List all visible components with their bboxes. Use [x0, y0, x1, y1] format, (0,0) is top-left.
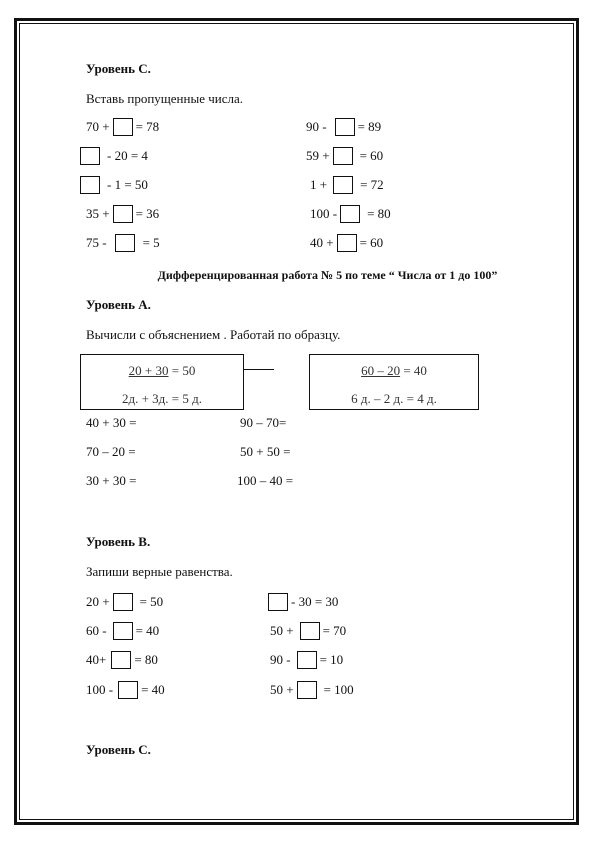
answer-box[interactable] — [300, 622, 320, 640]
answer-box[interactable] — [118, 681, 138, 699]
level-b-right-row: - 30 = 30 — [268, 593, 338, 611]
level-b-left-row: 100 - = 40 — [86, 682, 165, 697]
level-c-right-row: 59 + = 60 — [306, 148, 384, 163]
answer-box[interactable] — [335, 118, 355, 136]
level-a-task: 50 + 50 = — [240, 444, 291, 459]
level-a-task: 100 – 40 = — [237, 473, 294, 488]
level-c-right-row: 90 - = 89 — [306, 119, 382, 134]
level-c-right-row: 100 - = 80 — [310, 206, 391, 221]
level-a-task: 90 – 70= — [240, 415, 287, 430]
answer-box[interactable] — [113, 205, 133, 223]
answer-box[interactable] — [297, 651, 317, 669]
level-c-instruction: Вставь пропущенные числа. — [86, 91, 244, 106]
answer-box[interactable] — [113, 118, 133, 136]
level-c-heading: Уровень С. — [86, 61, 151, 76]
level-b-left-row: 60 - = 40 — [86, 623, 160, 638]
level-b-left-row: 40+ = 80 — [86, 652, 158, 667]
level-c-left-row: 75 - = 5 — [86, 235, 160, 250]
level-a-task: 30 + 30 = — [86, 473, 137, 488]
level-b-instruction: Запиши верные равенства. — [86, 564, 233, 579]
level-b-left-row: 20 + = 50 — [86, 594, 164, 609]
level-c-left-row: - 1 = 50 — [80, 176, 148, 194]
level-c-bottom-heading: Уровень С. — [86, 742, 151, 757]
connector-line — [244, 369, 274, 370]
answer-box[interactable] — [115, 234, 135, 252]
level-a-instruction: Вычисли с объяснением . Работай по образцу. — [86, 327, 341, 342]
answer-box[interactable] — [113, 622, 133, 640]
work-title: Дифференцированная работа № 5 по теме “ Числа от 1 до 100” — [157, 268, 498, 282]
answer-box[interactable] — [80, 176, 100, 194]
level-c-left-row: 70 + = 78 — [86, 119, 160, 134]
answer-box[interactable] — [337, 234, 357, 252]
level-c-left-row: - 20 = 4 — [80, 147, 148, 165]
level-c-left-row: 35 + = 36 — [86, 206, 160, 221]
answer-box[interactable] — [340, 205, 360, 223]
answer-box[interactable] — [80, 147, 100, 165]
level-b-right-row: 50 + = 100 — [270, 682, 354, 697]
answer-box[interactable] — [113, 593, 133, 611]
level-c-right-row: 1 + = 72 — [310, 177, 384, 192]
sample-box-right: 60 – 20 = 40 6 д. – 2 д. = 4 д. — [309, 354, 479, 410]
answer-box[interactable] — [111, 651, 131, 669]
answer-box[interactable] — [297, 681, 317, 699]
level-b-heading: Уровень В. — [86, 534, 151, 549]
answer-box[interactable] — [333, 176, 353, 194]
level-c-right-row: 40 + = 60 — [310, 235, 384, 250]
level-a-task: 70 – 20 = — [86, 444, 136, 459]
level-a-task: 40 + 30 = — [86, 415, 137, 430]
level-a-heading: Уровень А. — [86, 297, 151, 312]
level-b-right-row: 90 - = 10 — [270, 652, 344, 667]
answer-box[interactable] — [268, 593, 288, 611]
sample-box-left: 20 + 30 = 50 2д. + 3д. = 5 д. — [80, 354, 244, 410]
level-b-right-row: 50 + = 70 — [270, 623, 347, 638]
answer-box[interactable] — [333, 147, 353, 165]
